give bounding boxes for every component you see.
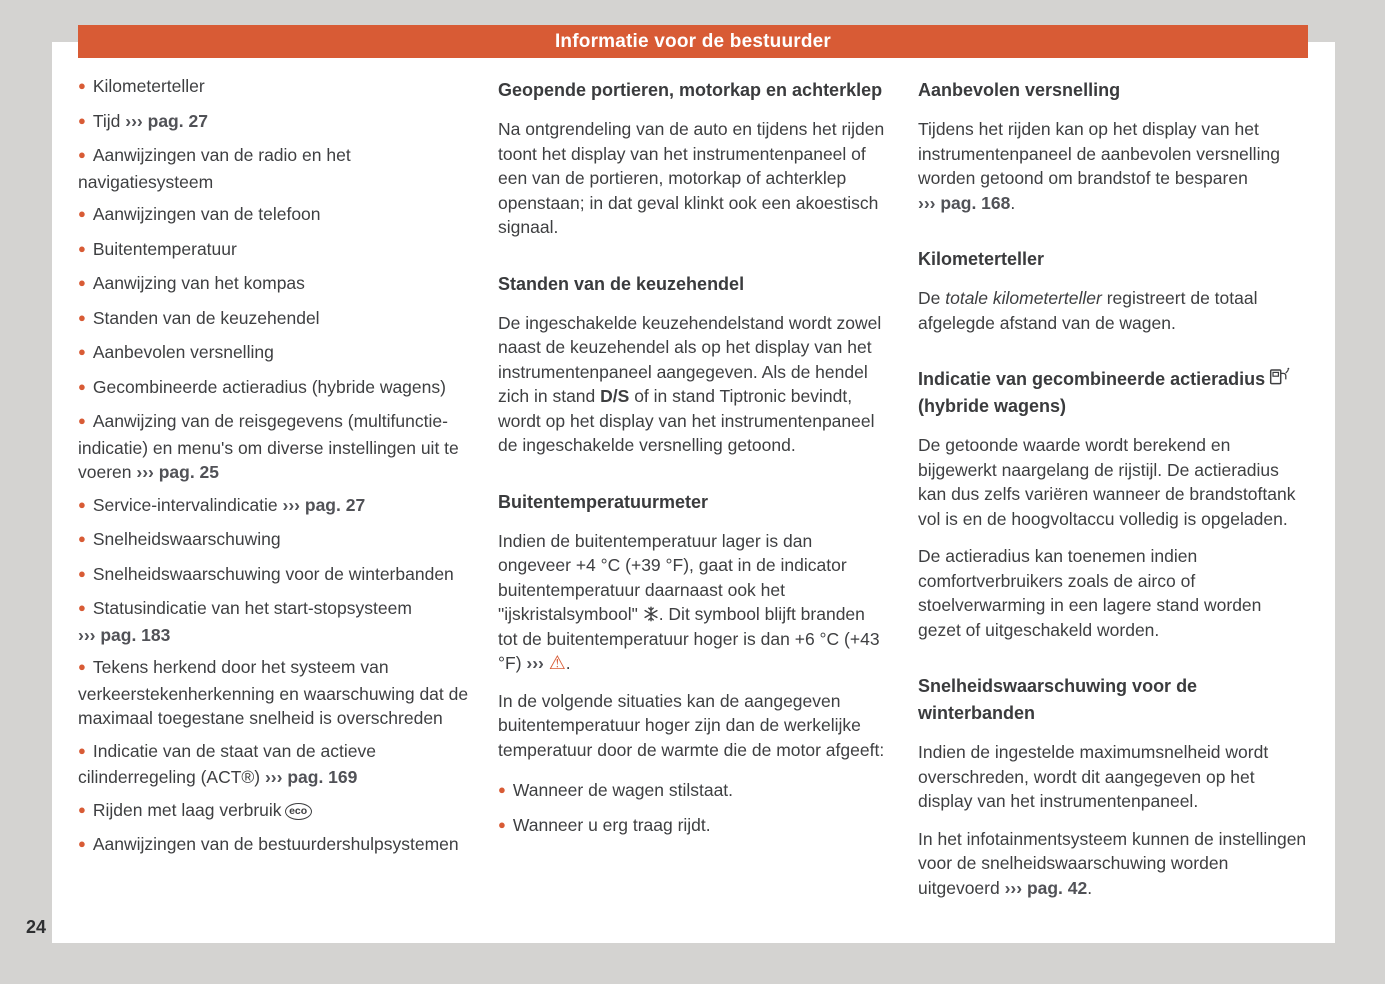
list-item-text: Tekens herkend door het systeem van verkeerstekenherkenning en waarschuwing dat de maximaal toegestane snelheid is overschreden [78,657,469,728]
list-item-text: Aanwijzing van de reisgegevens (multifunctie-indicatie) en menu's om diverse instellingen uit te voeren [78,411,459,482]
section-paragraph [918,827,1309,901]
paragraph-text: Tijdens het rijden kan op het display van het instrumentenpaneel de aanbevolen versnelling worden getoond om brandstof te besparen [918,119,1280,188]
section-paragraph: De actieradius kan toenemen indien comfortverbruikers zoals de airco of stoelverwarming in een lagere stand worden gezet of uitgeschakeld worden. [918,546,1262,640]
column-right [918,74,1309,913]
list-item-text: Gecombineerde actieradius (hybride wagens) [92,376,446,397]
column-index-list [78,74,469,913]
list-item [78,739,469,790]
paragraph-text: Indien de buitentemperatuur lager is dan ongeveer +4 °C (+39 °F), gaat in de indicator buitentemperatuur daarnaast ook het "ijskristalsymbool" [498,530,847,624]
snowflake-icon [643,606,659,622]
column-middle [498,74,889,913]
chapter-header-bar [78,25,1308,58]
list-item-text: Buitentemperatuur [92,238,237,259]
page-reference[interactable]: ››› pag. 25 [136,462,220,482]
list-item [78,202,469,229]
list-item-text: Aanbevolen versnelling [92,342,274,362]
list-item-text: Indicatie van de staat van de actieve cilinderregeling (ACT®) [78,740,376,787]
bullet-icon [78,602,86,617]
list-item [78,74,469,101]
section-paragraph: In de volgende situaties kan de aangegeven buitentemperatuur hoger zijn dan de werkelijke temperatuur door de warmte die de motor afgeeft: [498,690,885,760]
bullet-icon [78,838,86,853]
list-item-text: Wanneer u erg traag rijdt. [512,814,711,835]
bullet-icon [78,415,86,430]
section-paragraph [918,117,1309,215]
list-item [78,527,469,554]
paragraph-text: registreert de totaal afgelegde afstand van de wagen. [918,288,1258,333]
list-item [78,340,469,367]
bullet-icon [78,745,86,760]
bullet-icon [78,661,86,676]
paragraph-text: De ingeschakelde keuzehendelstand wordt zowel naast de keuzehendel als op het display van het instrumentenpaneel aangegeven. Als de hendel zich in stand [498,312,882,406]
list-item [78,798,469,825]
list-item [78,596,469,647]
list-item [78,832,469,859]
page-reference[interactable]: ››› pag. 183 [78,624,171,645]
section-paragraph [498,529,889,676]
chapter-title: Informatie voor de bestuurder [554,30,832,52]
list-item-text: Wanneer de wagen stilstaat. [512,780,734,800]
heading-text: Indicatie van gecombineerde actieradius [918,369,1266,389]
list-item-text: Aanwijzingen van de telefoon [92,204,321,224]
bullet-icon [78,243,86,258]
list-item [498,778,889,805]
bullet-icon [78,804,86,819]
warning-icon: ⚠ [548,652,566,674]
list-item-text: Aanwijzing van het kompas [92,273,305,293]
section-heading-combined-range [918,366,1309,420]
section-paragraph [918,286,1309,335]
bullet-icon [78,533,86,548]
list-item-text: Service-intervalindicatie [92,494,283,515]
list-item [78,306,469,333]
bullet-icon [78,80,86,95]
list-item [78,562,469,589]
list-item [498,813,889,840]
section-heading-odometer: Kilometerteller [918,249,1045,269]
bullet-icon [78,568,86,583]
list-item-text: Tijd [92,110,126,131]
bullet-icon [78,149,86,164]
page-reference[interactable]: ››› pag. 168 [918,192,1011,213]
paragraph-text: . [1010,192,1016,213]
reference-chevrons[interactable]: ››› [526,653,544,673]
section-paragraph: Na ontgrendeling van de auto en tijdens het rijden toont het display van het instrumentenpaneel of een van de portieren, motorkap of achterklep openstaan; in dat geval klinkt ook een akoestisch signaal. [498,119,885,237]
section-heading-winter-tyre-speed-warning: Snelheidswaarschuwing voor de winterbanden [918,676,1198,723]
list-item [78,271,469,298]
section-paragraph: De getoonde waarde wordt berekend en bijgewerkt naargelang de rijstijl. De actieradius kan dus zelfs variëren wanneer de brandstoftank vol is en de hoogvoltaccu volledig is opgeladen. [918,435,1296,529]
page-content [78,74,1308,913]
list-item [78,375,469,402]
list-item-text: Snelheidswaarschuwing [92,529,281,549]
bold-term: D/S [600,386,630,406]
list-item [78,409,469,485]
section-heading-recommended-gear: Aanbevolen versnelling [918,80,1121,100]
heading-text: (hybride wagens) [918,396,1067,416]
section-heading-selector-lever: Standen van de keuzehendel [498,273,745,294]
bullet-icon [78,277,86,292]
section-paragraph [498,311,889,458]
list-item [78,109,469,136]
list-item-text: Standen van de keuzehendel [92,307,320,328]
list-item-text: Statusindicatie van het start-stopsysteem [92,598,412,618]
bullet-icon [78,381,86,396]
situations-list [498,778,889,839]
bullet-icon [78,312,86,327]
bullet-icon [498,784,506,799]
page-reference[interactable]: ››› pag. 42 [1004,877,1088,898]
section-heading-doors-open: Geopende portieren, motorkap en achterklep [498,80,883,100]
list-item [78,237,469,264]
page-reference[interactable]: ››› pag. 27 [282,494,366,515]
paragraph-text: De [918,288,946,308]
list-item [78,493,469,520]
list-item [78,143,469,194]
eco-icon: eco [285,803,312,820]
list-item-text: Aanwijzingen van de bestuurdershulpsystemen [92,834,459,854]
bullet-icon [78,499,86,514]
section-heading-outside-temperature: Buitentemperatuurmeter [498,491,709,512]
section-paragraph: Indien de ingestelde maximumsnelheid wordt overschreden, wordt dit aangegeven op het display van het instrumentenpaneel. [918,742,1269,811]
paragraph-text: of in stand Tiptronic bevindt, wordt op het display van het instrumentenpaneel de ingeschakelde versnelling getoond. [498,386,875,455]
list-item [78,655,469,731]
list-item-text: Snelheidswaarschuwing voor de winterbanden [92,563,454,584]
paragraph-text: . Dit symbool blijft branden tot de buitentemperatuur hoger is dan +6 °C (+43 °F) [498,604,880,673]
page-number: 24 [26,917,47,937]
bullet-icon [78,208,86,223]
fuel-pump-icon [1269,367,1290,386]
list-item-text: Aanwijzingen van de radio en het navigatiesysteem [78,145,351,192]
paragraph-text: . [565,653,571,673]
page-reference[interactable]: ››› pag. 169 [264,767,358,787]
list-item-text: Rijden met laag verbruik [92,799,282,820]
list-item-text: Kilometerteller [92,76,205,96]
bullet-icon [78,115,86,130]
paragraph-text: . [1087,877,1093,898]
paragraph-text: In het infotainmentsysteem kunnen de instellingen voor de snelheidswaarschuwing worden uitgevoerd [918,828,1307,898]
page-reference[interactable]: ››› pag. 27 [125,110,208,131]
bullet-icon [498,819,506,834]
italic-term: totale kilometerteller [945,288,1102,308]
bullet-icon [78,346,86,361]
